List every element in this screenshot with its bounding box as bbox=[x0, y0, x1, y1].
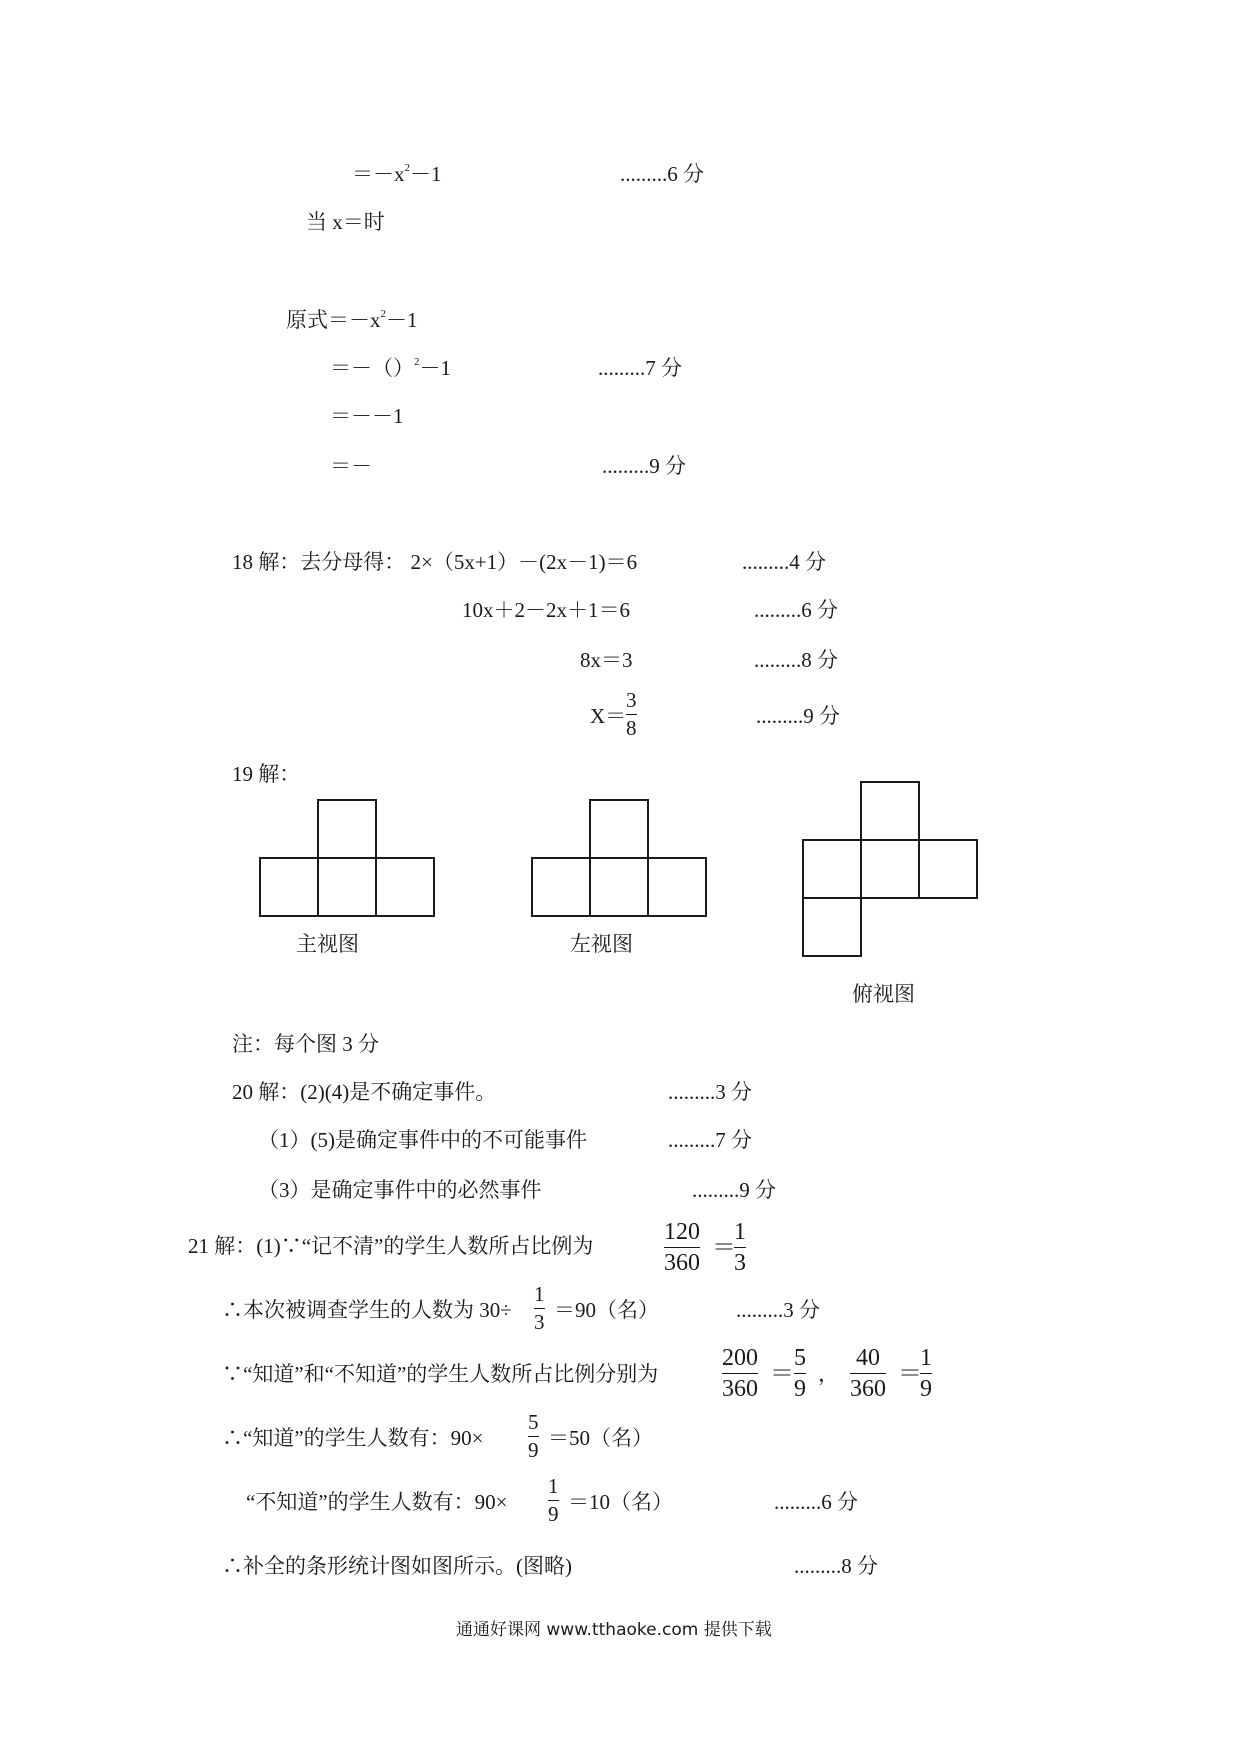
p21-line-5-result: ＝10（名） bbox=[568, 1490, 673, 1514]
p18-score-4: .........4 分 bbox=[742, 550, 826, 574]
p21-line-4-result: ＝50（名） bbox=[548, 1426, 653, 1450]
top-view-square-right bbox=[919, 840, 977, 898]
p17-line-2: 当 x＝时 bbox=[306, 210, 385, 234]
fraction-bar bbox=[734, 1247, 746, 1248]
top-view-top-square bbox=[861, 782, 919, 840]
left-view-square-left bbox=[532, 858, 590, 916]
top-view-square-middle bbox=[861, 840, 919, 898]
p21-line-1: 21 解：(1)∵“记不清”的学生人数所占比例为 bbox=[188, 1234, 594, 1258]
p17-line-6: ＝－ bbox=[330, 454, 372, 478]
fraction-bar bbox=[722, 1373, 758, 1374]
p18-score-8: .........8 分 bbox=[754, 648, 838, 672]
p21-line-5: “不知道”的学生人数有：90× bbox=[246, 1490, 508, 1514]
p21-score-6: .........6 分 bbox=[774, 1490, 858, 1514]
p21-line-4: ∴“知道”的学生人数有：90× bbox=[222, 1426, 484, 1450]
p21-line-2-result: ＝90（名） bbox=[554, 1298, 659, 1322]
p18-fraction-numerator: 3 bbox=[626, 688, 637, 712]
p17-score-7: .........7 分 bbox=[598, 356, 682, 380]
p21-score-8: .........8 分 bbox=[794, 1554, 878, 1578]
p21-fraction-1-9: 1 9 bbox=[920, 1345, 932, 1402]
fraction-bar bbox=[548, 1500, 559, 1501]
p18-fraction-denominator: 8 bbox=[626, 716, 637, 740]
front-view-square-right bbox=[376, 858, 434, 916]
p18-line-3: 8x＝3 bbox=[580, 648, 633, 672]
p21-fraction-200-360: 200 360 bbox=[722, 1345, 758, 1402]
p21-equals-1: ＝ bbox=[712, 1235, 736, 1261]
p20-line-1: 20 解：(2)(4)是不确定事件。 bbox=[232, 1080, 497, 1104]
p18-score-6: .........6 分 bbox=[754, 598, 838, 622]
p20-line-2: （1）(5)是确定事件中的不可能事件 bbox=[258, 1128, 587, 1152]
top-view-square-left bbox=[803, 840, 861, 898]
p20-line-3: （3）是确定事件中的必然事件 bbox=[258, 1178, 542, 1202]
fraction-bar bbox=[534, 1308, 545, 1309]
p20-score-9: .........9 分 bbox=[692, 1178, 776, 1202]
p21-line-3: ∵“知道”和“不知道”的学生人数所占比例分别为 bbox=[222, 1362, 659, 1386]
p21-score-3: .........3 分 bbox=[736, 1298, 820, 1322]
p17-line-3: 原式$=-x^2-1$ bbox=[286, 308, 418, 332]
page-footer: 通通好课网 www.tthaoke.com 提供下载 bbox=[456, 1620, 772, 1640]
p18-line-1: 18 解：去分母得： 2×（5x+1）－(2x－1)＝6 bbox=[232, 550, 638, 574]
front-view-label: 主视图 bbox=[296, 932, 359, 956]
left-view bbox=[532, 800, 706, 916]
p17-score-6: .........6 分 bbox=[620, 162, 704, 186]
fraction-bar bbox=[920, 1373, 932, 1374]
p21-fraction-know: 5 9 bbox=[528, 1410, 539, 1462]
p17-score-9: .........9 分 bbox=[602, 454, 686, 478]
left-view-label: 左视图 bbox=[570, 932, 633, 956]
p19-note: 注：每个图 3 分 bbox=[232, 1032, 379, 1056]
top-view bbox=[803, 782, 977, 956]
front-view bbox=[260, 800, 434, 916]
p20-score-3: .........3 分 bbox=[668, 1080, 752, 1104]
p21-fraction-dont-know: 1 9 bbox=[548, 1474, 559, 1526]
left-view-top-square bbox=[590, 800, 648, 858]
p21-equals-2: ＝ bbox=[770, 1361, 794, 1387]
p17-line-5: ＝－－1 bbox=[330, 404, 404, 428]
fraction-bar bbox=[850, 1373, 886, 1374]
front-view-square-left bbox=[260, 858, 318, 916]
p18-line-2: 10x＋2－2x＋1＝6 bbox=[462, 598, 630, 622]
p21-fraction-1-3: 1 3 bbox=[734, 1219, 746, 1276]
left-view-square-middle bbox=[590, 858, 648, 916]
p21-line-2: ∴本次被调查学生的人数为 30÷ bbox=[222, 1298, 512, 1322]
p17-line-1: $=-x^2-1$ bbox=[352, 162, 442, 186]
p17-line-4: ＝－（）$^2$－1 bbox=[330, 356, 451, 380]
p19-heading: 19 解： bbox=[232, 762, 301, 786]
p21-fraction-120-360: 120 360 bbox=[664, 1219, 700, 1276]
p21-line-6: ∴补全的条形统计图如图所示。(图略) bbox=[222, 1554, 572, 1578]
front-view-top-square bbox=[318, 800, 376, 858]
left-view-square-right bbox=[648, 858, 706, 916]
p21-comma: ， bbox=[818, 1362, 839, 1386]
p21-fraction-40-360: 40 360 bbox=[850, 1345, 886, 1402]
top-view-label: 俯视图 bbox=[852, 982, 915, 1006]
top-view-bottom-square bbox=[803, 898, 861, 956]
p21-equals-3: ＝ bbox=[898, 1361, 922, 1387]
p21-fraction-30-div: 1 3 bbox=[534, 1282, 545, 1334]
p20-score-7: .........7 分 bbox=[668, 1128, 752, 1152]
fraction-bar bbox=[528, 1436, 539, 1437]
fraction-bar bbox=[664, 1247, 700, 1248]
p18-line-4-lhs: X＝ bbox=[590, 704, 627, 728]
p18-score-9: .........9 分 bbox=[756, 704, 840, 728]
front-view-square-middle bbox=[318, 858, 376, 916]
fraction-bar bbox=[794, 1373, 806, 1374]
p21-fraction-5-9: 5 9 bbox=[794, 1345, 806, 1402]
